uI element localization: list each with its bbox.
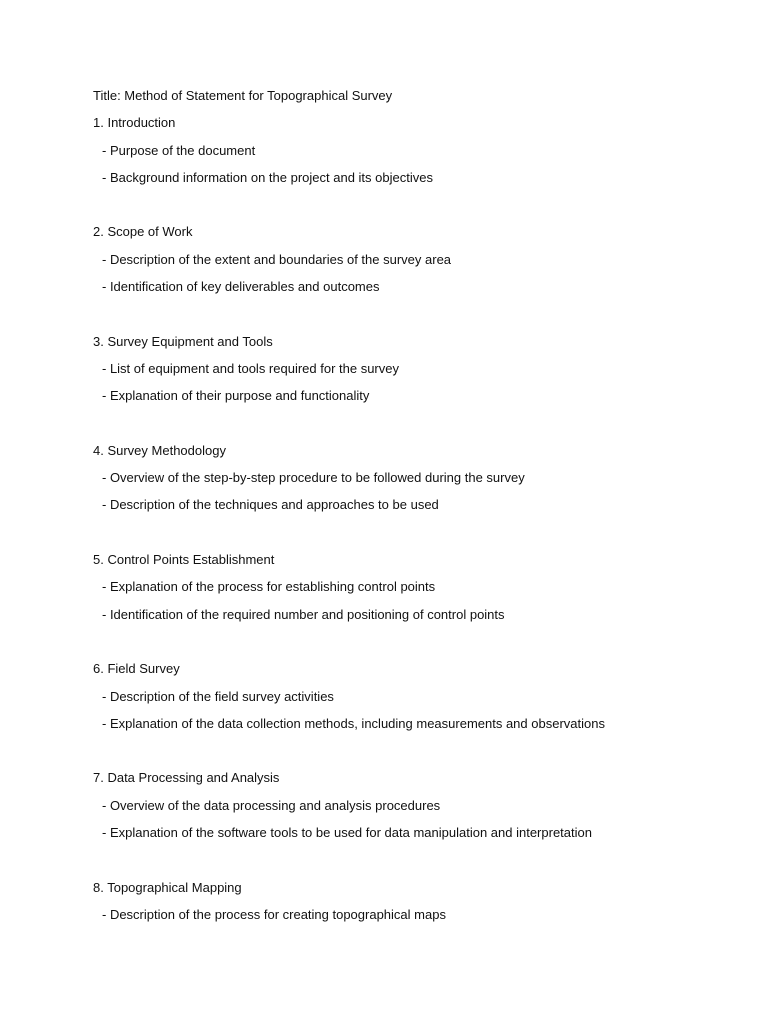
section-heading: 6. Field Survey: [93, 661, 180, 677]
section-introduction: [93, 113, 713, 195]
section-spacer: [93, 195, 713, 222]
section-spacer: [93, 632, 713, 659]
section-spacer: [93, 523, 713, 550]
section-item: - Description of the extent and boundaries of the survey area: [102, 251, 452, 267]
section-item: - Identification of the required number and positioning of control points: [102, 606, 505, 622]
section-item: - Purpose of the document: [102, 142, 256, 158]
section-field-survey: [93, 659, 713, 741]
section-heading: 5. Control Points Establishment: [93, 552, 275, 568]
section-item: - Overview of the data processing and analysis procedures: [102, 797, 441, 813]
section-item: - Overview of the step-by-step procedure to be followed during the survey: [102, 470, 525, 486]
section-item: - Explanation of the software tools to be used for data manipulation and interpretation: [102, 825, 592, 841]
section-item: - Explanation of their purpose and functionality: [102, 388, 370, 404]
document-page: [93, 86, 713, 932]
section-data-processing: [93, 768, 713, 850]
section-survey-methodology: [93, 441, 713, 523]
section-scope-of-work: [93, 222, 713, 304]
section-heading: 7. Data Processing and Analysis: [93, 770, 280, 786]
section-heading: 4. Survey Methodology: [93, 442, 226, 458]
section-item: - Explanation of the process for establishing control points: [102, 579, 436, 595]
section-spacer: [93, 414, 713, 441]
section-item: - Description of the field survey activities: [102, 688, 334, 704]
section-item: - Description of the process for creating topographical maps: [102, 906, 446, 922]
document-title: Title: Method of Statement for Topographical Survey: [93, 88, 393, 103]
section-survey-equipment: [93, 332, 713, 414]
section-item: - Explanation of the data collection methods, including measurements and observations: [102, 715, 605, 731]
section-item: - List of equipment and tools required for the survey: [102, 360, 399, 376]
section-topographical-mapping: [93, 878, 713, 933]
section-control-points: [93, 550, 713, 632]
section-item: - Background information on the project and its objectives: [102, 169, 433, 185]
section-spacer: [93, 304, 713, 331]
section-item: - Description of the techniques and approaches to be used: [102, 497, 439, 513]
section-spacer: [93, 741, 713, 768]
section-item: - Identification of key deliverables and outcomes: [102, 279, 380, 295]
section-heading: 2. Scope of Work: [93, 224, 193, 240]
section-spacer: [93, 850, 713, 877]
section-heading: 1. Introduction: [93, 115, 176, 131]
section-heading: 8. Topographical Mapping: [93, 879, 242, 895]
section-heading: 3. Survey Equipment and Tools: [93, 333, 273, 349]
